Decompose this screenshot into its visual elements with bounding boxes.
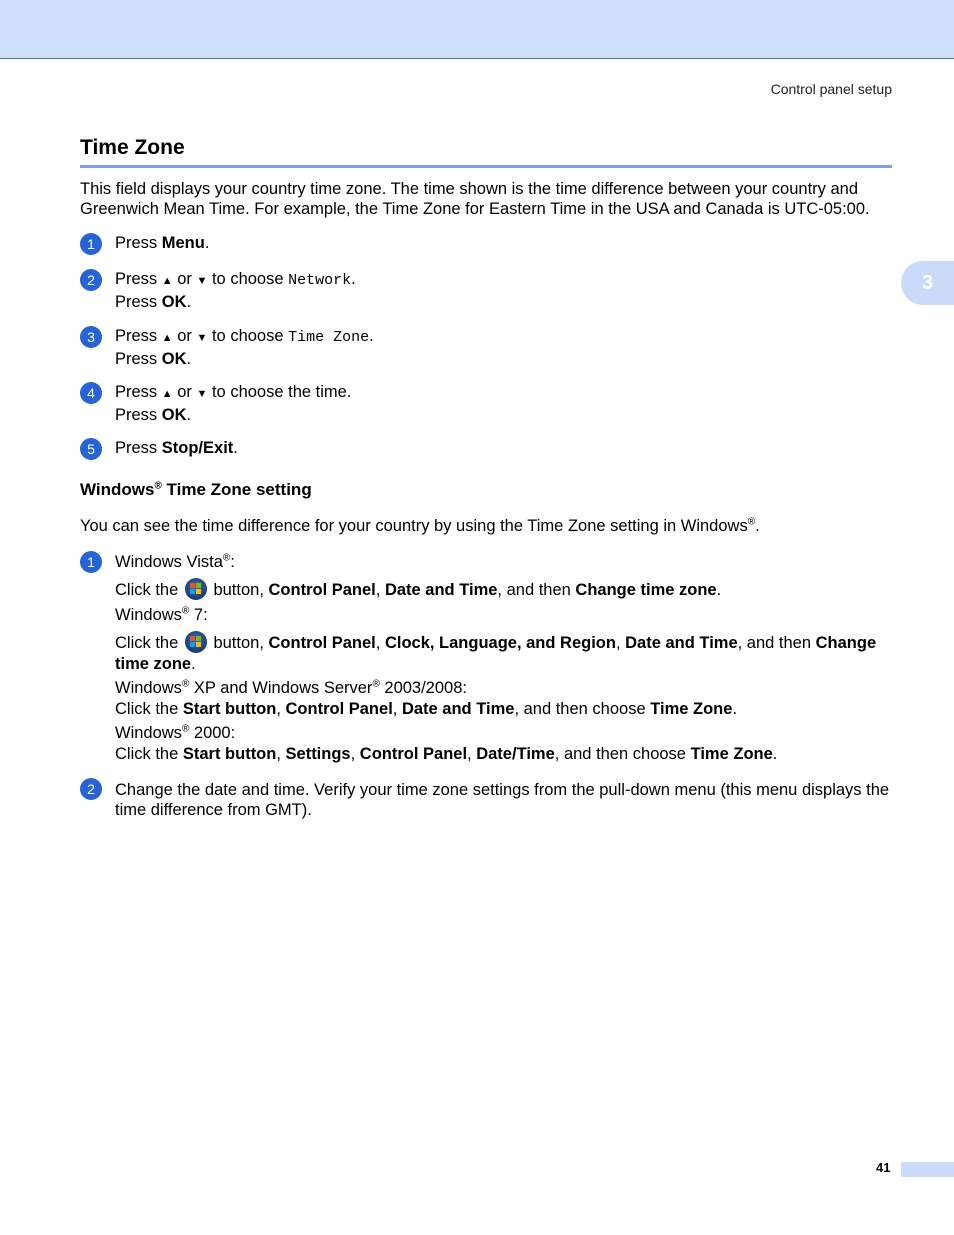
up-arrow-icon: ▲ xyxy=(161,275,173,287)
up-arrow-icon: ▲ xyxy=(161,388,173,400)
step-text: . xyxy=(186,350,192,368)
down-arrow-icon: ▼ xyxy=(196,388,208,400)
step-number-icon: 2 xyxy=(80,778,102,800)
down-arrow-icon: ▼ xyxy=(196,332,208,344)
step-5 xyxy=(80,438,902,459)
lcd-option: Network xyxy=(288,272,352,289)
windows-intro: You can see the time difference for your country by using the Time Zone setting in Windows®. xyxy=(80,516,760,535)
vista-label: Windows Vista®: xyxy=(115,552,235,571)
step-4 xyxy=(80,382,902,426)
section-heading: Windows® Time Zone setting xyxy=(80,480,312,499)
footer-bar xyxy=(901,1162,954,1177)
win7-instructions: Click the button, Control Panel, Clock, Language, and Region, Date and Time, and then Change time zone. xyxy=(115,631,905,675)
step-text: Press xyxy=(115,406,162,424)
up-arrow-icon: ▲ xyxy=(161,332,173,344)
step-number-icon: 5 xyxy=(80,438,102,460)
step-number-icon: 3 xyxy=(80,326,102,348)
step-text: or xyxy=(172,383,197,401)
step-text: . xyxy=(351,270,356,288)
windows-start-orb-icon xyxy=(185,631,207,653)
step-1 xyxy=(80,233,902,254)
lcd-option: Time Zone xyxy=(288,329,370,346)
step-3 xyxy=(80,326,902,370)
step-text: . xyxy=(369,327,374,345)
step-number-icon: 1 xyxy=(80,551,102,573)
step-text: . xyxy=(186,293,192,311)
title-rule xyxy=(80,165,892,168)
menu-key: Menu xyxy=(161,234,205,252)
stop-exit-key: Stop/Exit xyxy=(161,439,234,457)
ok-key: OK xyxy=(161,406,187,424)
step-text: Press xyxy=(115,350,162,368)
step-text: Press xyxy=(115,327,162,345)
win2000-label: Windows® 2000: xyxy=(115,723,236,742)
win2000-instructions: Click the Start button, Settings, Control Panel, Date/Time, and then choose Time Zone. xyxy=(115,745,778,763)
step-text: Press xyxy=(115,234,162,252)
top-banner xyxy=(0,0,954,59)
step-text: Press xyxy=(115,293,162,311)
windows-start-orb-icon xyxy=(185,578,207,600)
xp-instructions: Click the Start button, Control Panel, Date and Time, and then choose Time Zone. xyxy=(115,700,738,718)
step-text: Press xyxy=(115,270,162,288)
step-text: or xyxy=(172,270,197,288)
step-text: Press xyxy=(115,383,162,401)
step-text: to choose the time. xyxy=(207,383,352,401)
step-number-icon: 4 xyxy=(80,382,102,404)
step-number-icon: 2 xyxy=(80,269,102,291)
win7-label: Windows® 7: xyxy=(115,605,208,624)
running-header: Control panel setup xyxy=(770,81,892,97)
chapter-tab: 3 xyxy=(901,261,954,305)
step-2 xyxy=(80,269,902,313)
step-number-icon: 1 xyxy=(80,233,102,255)
step-text: . xyxy=(204,234,210,252)
step-text: Press xyxy=(115,439,162,457)
change-date-instructions: Change the date and time. Verify your time zone settings from the pull-down menu (this menu displays the time difference from GMT). xyxy=(115,781,890,819)
step-text: to choose xyxy=(207,270,289,288)
page-title: Time Zone xyxy=(80,136,185,159)
step-text: . xyxy=(233,439,238,457)
step-text: . xyxy=(186,406,192,424)
xp-label: Windows® XP and Windows Server® 2003/2008: xyxy=(115,678,467,697)
down-arrow-icon: ▼ xyxy=(196,275,208,287)
ok-key: OK xyxy=(161,350,187,368)
ok-key: OK xyxy=(161,293,187,311)
page-number: 41 xyxy=(876,1160,891,1175)
intro-paragraph: This field displays your country time zone. The time shown is the time difference between your country and Greenwich Mean Time. For example, the Time Zone for Eastern Time in the USA and Canada is UTC-05:00. xyxy=(80,180,870,218)
step-text: to choose xyxy=(207,327,289,345)
step-text: or xyxy=(172,327,197,345)
vista-instructions: Click the button, Control Panel, Date and Time, and then Change time zone. xyxy=(115,578,905,601)
